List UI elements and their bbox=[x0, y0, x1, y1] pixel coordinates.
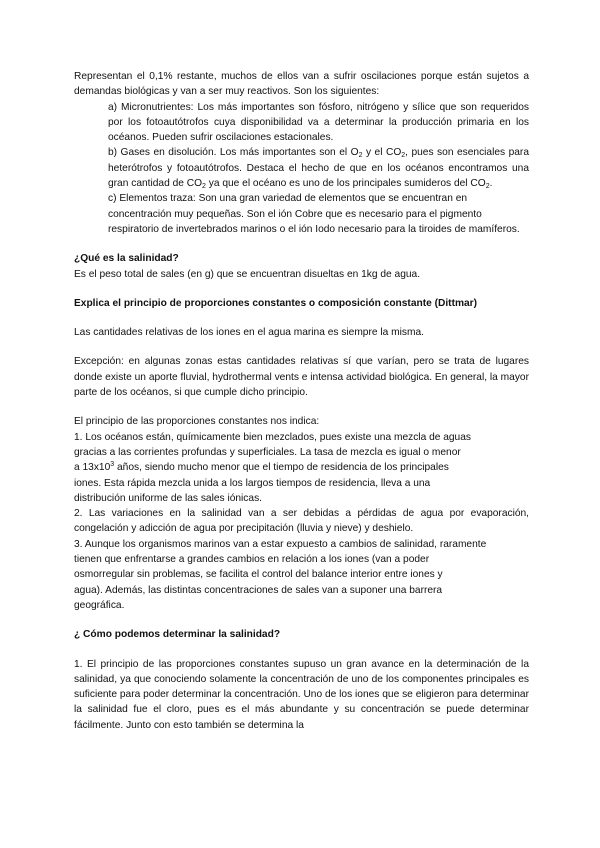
item1-line: iones. Esta rápida mezcla unida a los largos tiempos de residencia, lleva a una bbox=[74, 477, 431, 489]
intro-paragraph: Representan el 0,1% restante, muchos de ellos van a sufrir oscilaciones porque están sujetos a demandas biológicas y van a ser muy reactivos. Son los siguientes: bbox=[74, 71, 529, 98]
determinar-paragraph: 1. El principio de las proporciones constantes supuso un gran avance en la determinación de la salinidad, ya que conociendo solamente la concentración de uno de los componentes principales es suficiente para poder determinar la concentración. Uno de los iones que se eligieron para determinar la salinidad fue el cloro, pues es el más abundante y su concentración se puede determinar fácilmente. Junto con esto también se determina la bbox=[74, 658, 529, 731]
salinidad-definition: Es el peso total de sales (en g) que se encuentran disueltas en 1kg de agua. bbox=[74, 268, 421, 280]
list-item-gases: b) Gases en disolución. Los más importantes son el $O_2$ y el $CO_2$, pues son esenciales para heterótrofos y fotoautótrofos. Destaca el hecho de que en los océanos encontramos una gran cantidad de $CO_2$ ya que el océano es uno de los principales sumideros del $CO_2$. bbox=[108, 147, 529, 191]
item3-line: 3. Aunque los organismos marinos van a estar expuesto a cambios de salinidad, raramente bbox=[74, 538, 487, 550]
item1-line: distribución uniforme de las sales iónicas. bbox=[74, 492, 262, 504]
item3-line: tienen que enfrentarse a grandes cambios en relación a los iones (van a poder bbox=[74, 554, 430, 566]
item1-line: gracias a las corrientes profundas y superficiales. La tasa de mezcla es igual o menor bbox=[74, 446, 461, 458]
dittmar-paragraph-1: Las cantidades relativas de los iones en el agua marina es siempre la misma. bbox=[74, 327, 424, 339]
dittmar-item-1 bbox=[74, 430, 529, 506]
item3-line: agua). Además, las distintas concentraciones de sales van a suponer una barrera bbox=[74, 584, 443, 596]
item3-line: geográfica. bbox=[74, 599, 125, 611]
list-item-micronutrientes: a) Micronutrientes: Los más importantes son fósforo, nitrógeno y sílice que son requeridos por los fotoautótrofos cuya disponibilidad va a determinar la producción primaria en los océanos. Pueden sufrir oscilaciones estacionales. bbox=[108, 101, 529, 144]
item3-line: osmorregular sin problemas, se facilita el control del balance interior entre iones y bbox=[74, 569, 443, 581]
item1-line: a $13x10^3$ años, siendo mucho menor que el tiempo de residencia de los principales bbox=[74, 461, 449, 474]
document-page bbox=[74, 69, 529, 733]
list-item-elementos-traza: c) Elementos traza: Son una gran variedad de elementos que se encuentran en concentración muy pequeñas. Son el ión Cobre que es necesario para el pigmento respiratorio de invertebrados marinos o el ión Iodo necesario para la tiroides de mamíferos. bbox=[108, 193, 520, 235]
heading-que-es-salinidad: ¿Qué es la salinidad? bbox=[74, 253, 179, 265]
dittmar-exception-paragraph: Excepción: en algunas zonas estas cantidades relativas sí que varían, pero se trata de lugares donde existe un aporte fluvial, hydrothermal vents e intensa actividad biológica. En general, la mayor parte de los océanos, si que cumple dicho principio. bbox=[74, 356, 529, 399]
heading-como-determinar: ¿ Cómo podemos determinar la salinidad? bbox=[74, 629, 281, 641]
dittmar-item-3 bbox=[74, 537, 529, 613]
heading-dittmar: Explica el principio de proporciones constantes o composición constante (Dittmar) bbox=[74, 297, 478, 309]
dittmar-principle-intro: El principio de las proporciones constantes nos indica: bbox=[74, 416, 320, 428]
item1-line: 1. Los océanos están, químicamente bien mezclados, pues existe una mezcla de aguas bbox=[74, 431, 471, 443]
dittmar-item-2: 2. Las variaciones en la salinidad van a ser debidas a pérdidas de agua por evaporación, congelación y adicción de agua por precipitación (lluvia y nieve) y deshielo. bbox=[74, 508, 529, 535]
